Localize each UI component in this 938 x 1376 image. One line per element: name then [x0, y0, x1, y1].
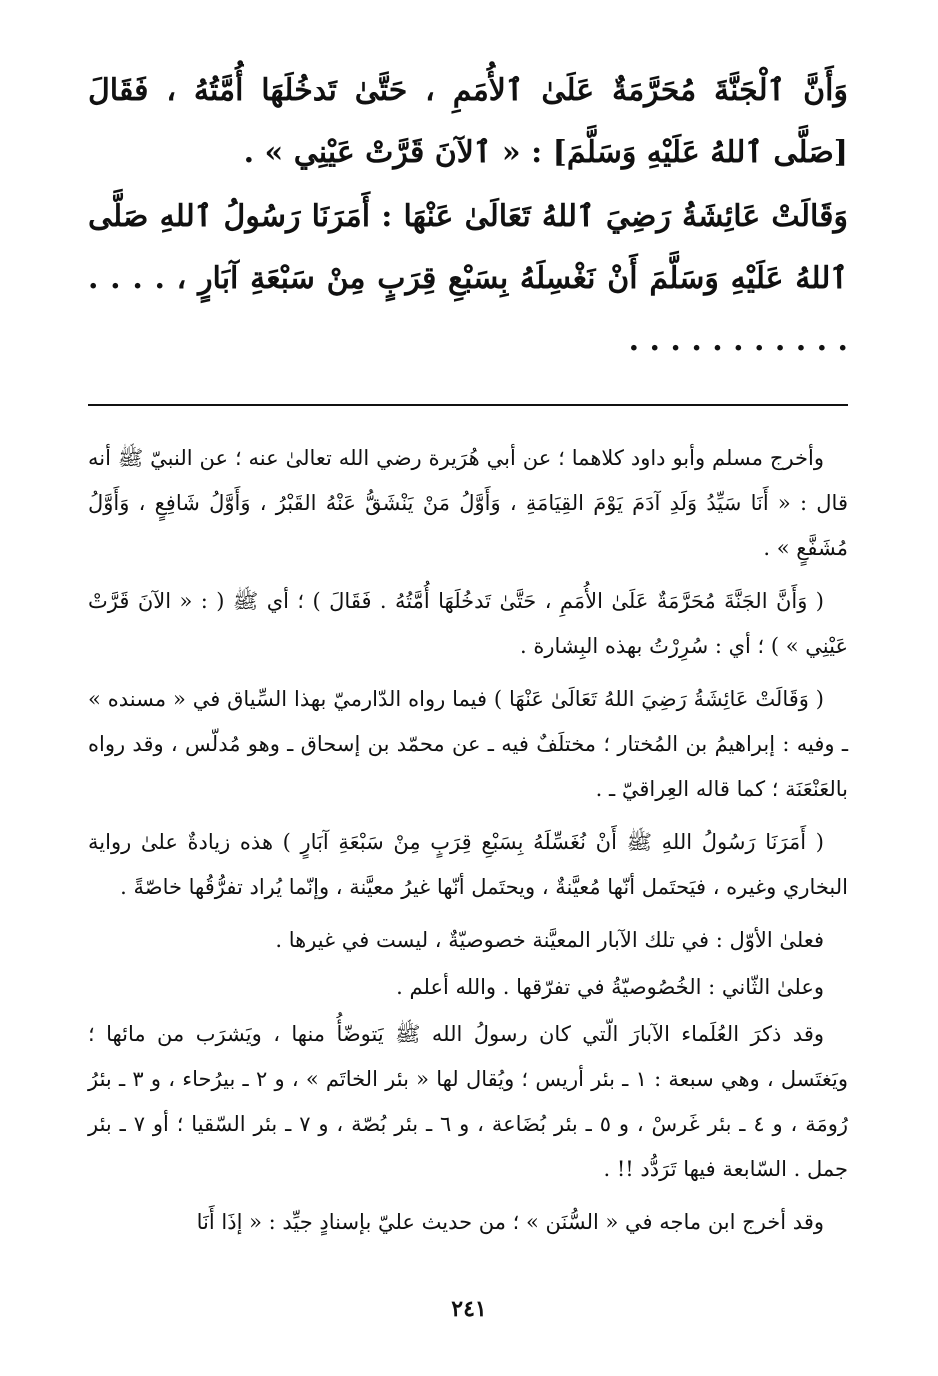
main-paragraph: وَقَالَتْ عَائِشَةُ رَضِيَ ٱللهُ تَعَالَىٰ عَنْهَا : أَمَرَنَا رَسُولُ ٱللهِ صَلَّى ٱللهُ عَلَيْهِ وَسَلَّمَ أَنْ نَغْسِلَهُ بِسَبْعِ قِرَبٍ مِنْ سَبْعَةِ آبَارٍ ، . . . . . . . . . . . . . . .: [88, 199, 848, 358]
commentary-paragraph: وقد أخرج ابن ماجه في « السُّنَن » ؛ من حديث عليّ بإسنادٍ جيِّد : « إذَا أَنَا: [196, 1210, 824, 1234]
commentary-paragraph: وأخرج مسلم وأبو داود كلاهما ؛ عن أبي هُرَيرة رضي الله تعالىٰ عنه ؛ عن النبيّ ﷺ أنه قال : « أَنَا سَيِّدُ وَلَدِ آدَمَ يَوْمَ القِيَامَةِ ، وَأَوَّلُ مَنْ يَنْشَقُّ عَنْهُ القَبْرُ ، وَأَوَّلُ شَافِعٍ ، وَأَوَّلُ مُشَفَّعٍ » .: [88, 446, 848, 560]
commentary-paragraph: فعلىٰ الأوّل : في تلك الآبار المعيَّنة خصوصيّةٌ ، ليست في غيرها .: [275, 928, 824, 952]
page-body: [88, 60, 848, 1253]
commentary-paragraph: ( وَأَنَّ الجَنَّةَ مُحَرَّمَةٌ عَلَىٰ الأُمَمِ ، حَتَّىٰ تَدخُلَهَا أُمَّتُهُ . فَقَالَ ) ؛ أي ﷺ ( : « الآنَ قَرَّتْ عَيْنِي » ) ؛ أي : سُرِرْتُ بهذه البِشارة .: [88, 589, 848, 658]
footnote-separator: [88, 404, 848, 406]
commentary-paragraph: وعلىٰ الثّاني : الخُصُوصيّةُ في تفرّقها . والله أعلم .: [396, 975, 824, 999]
main-text: [88, 60, 848, 372]
commentary-paragraph: وقد ذكرَ العُلَماء الآبارَ الّتي كان رسولُ الله ﷺ يَتوضّأُ منها ، ويَشرَب من مائها ؛ ويَغتَسل ، وهي سبعة : ١ ـ بئر أريس ؛ ويُقال لها « بئر الخاتَم » ، و ٢ ـ بيرُحاء ، و ٣ ـ بئرُ رُومَة ، و ٤ ـ بئر غَرسْ ، و ٥ ـ بئر بُضَاعة ، و ٦ ـ بئر بُصّة ، و ٧ ـ بئر السّقيا ؛ أو ٧ ـ بئر جمل . السّابعة فيها تَرَدُّد !! .: [88, 1022, 848, 1181]
commentary-paragraph: ( أَمَرَنَا رَسُولُ اللهِ ﷺ أَنْ نُغَسِّلَهُ بِسَبْعِ قِرَبٍ مِنْ سَبْعَةِ آبَارٍ ) هذه زيادةٌ علىٰ رواية البخاري وغيره ، فيَحتَمل أنّها مُعيَّنةٌ ، ويحتَمل أنّها غيرُ معيَّنة ، وإنّما يُراد تفرُّقُها خاصّةً .: [88, 830, 848, 899]
commentary: [88, 436, 848, 1245]
main-paragraph: وَأَنَّ ٱلْجَنَّةَ مُحَرَّمَةٌ عَلَىٰ ٱلأُمَمِ ، حَتَّىٰ تَدخُلَهَا أُمَّتُهُ ، فَقَالَ [صَلَّى ٱللهُ عَلَيْهِ وَسَلَّمَ] : « ٱلآنَ قَرَّتْ عَيْنِي » .: [88, 73, 848, 170]
commentary-paragraph: ( وَقَالَتْ عَائِشَةُ رَضِيَ اللهُ تَعَالَىٰ عَنْهَا ) فيما رواه الدّارميّ بهذا السِّياق في « مسنده » ـ وفيه : إبراهيمُ بن المُختار ؛ مختلَفٌ فيه ـ عن محمّد بن إسحاق ـ وهو مُدلّس ، وقد رواه بالعَنْعَنَة ؛ كما قاله العِراقيّ ـ .: [88, 687, 848, 801]
page-number: ٢٤١: [451, 1296, 487, 1322]
